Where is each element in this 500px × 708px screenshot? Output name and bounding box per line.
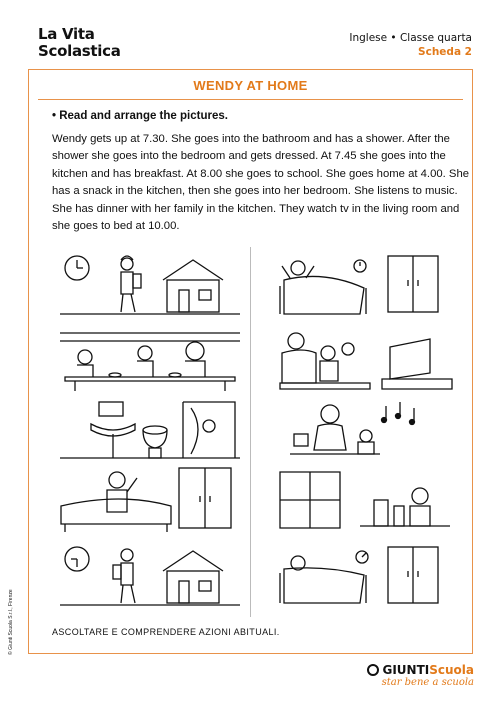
logo-line-1: La Vita — [38, 25, 95, 43]
picture-going-to-bed — [270, 541, 460, 611]
column-divider — [250, 247, 251, 617]
picture-going-to-school — [55, 250, 245, 320]
worksheet-title: WENDY AT HOME — [193, 78, 308, 93]
picture-snack — [270, 466, 460, 536]
magazine-logo — [38, 26, 121, 60]
publisher-tagline: star bene a scuola — [381, 677, 474, 688]
picture-family-dinner — [55, 325, 245, 395]
title-underline — [38, 99, 463, 100]
publisher-name-a: GIUNTI — [382, 663, 430, 677]
story-text: Wendy gets up at 7.30. She goes into the bathroom and has a shower. After the shower she goes into the bedroom and gets dressed. At 7.45 she goes into the kitchen and has breakfast. At 8.00 she goes to school. She goes home at 4.00. She has a snack in the kitchen, then she goes into her bedroom. She listens to music. She has dinner with her family in the kitchen. They watch tv in the living room and she goes to bed at 10.00. — [52, 133, 470, 233]
sheet-header — [349, 31, 472, 59]
picture-going-home — [55, 541, 245, 611]
logo-line-2: Scolastica — [38, 42, 121, 60]
publisher-name-b: Scuola — [429, 663, 474, 677]
picture-bathroom — [55, 398, 245, 463]
giunti-logo-icon — [367, 664, 379, 676]
learning-goal: ASCOLTARE E COMPRENDERE AZIONI ABITUALI. — [52, 627, 280, 637]
picture-watching-tv — [270, 325, 460, 395]
instruction: • Read and arrange the pictures. — [52, 110, 228, 122]
publisher-logo — [367, 663, 474, 688]
subject-label: Inglese • Classe quarta — [349, 32, 472, 44]
publisher-name — [367, 663, 474, 677]
picture-getting-dressed — [55, 466, 245, 536]
sheet-number: Scheda 2 — [418, 46, 472, 58]
picture-getting-up — [270, 250, 460, 320]
copyright-notice: © Giunti Scuola S.r.l., Firenze — [8, 589, 14, 655]
picture-listening-to-music — [270, 398, 460, 463]
